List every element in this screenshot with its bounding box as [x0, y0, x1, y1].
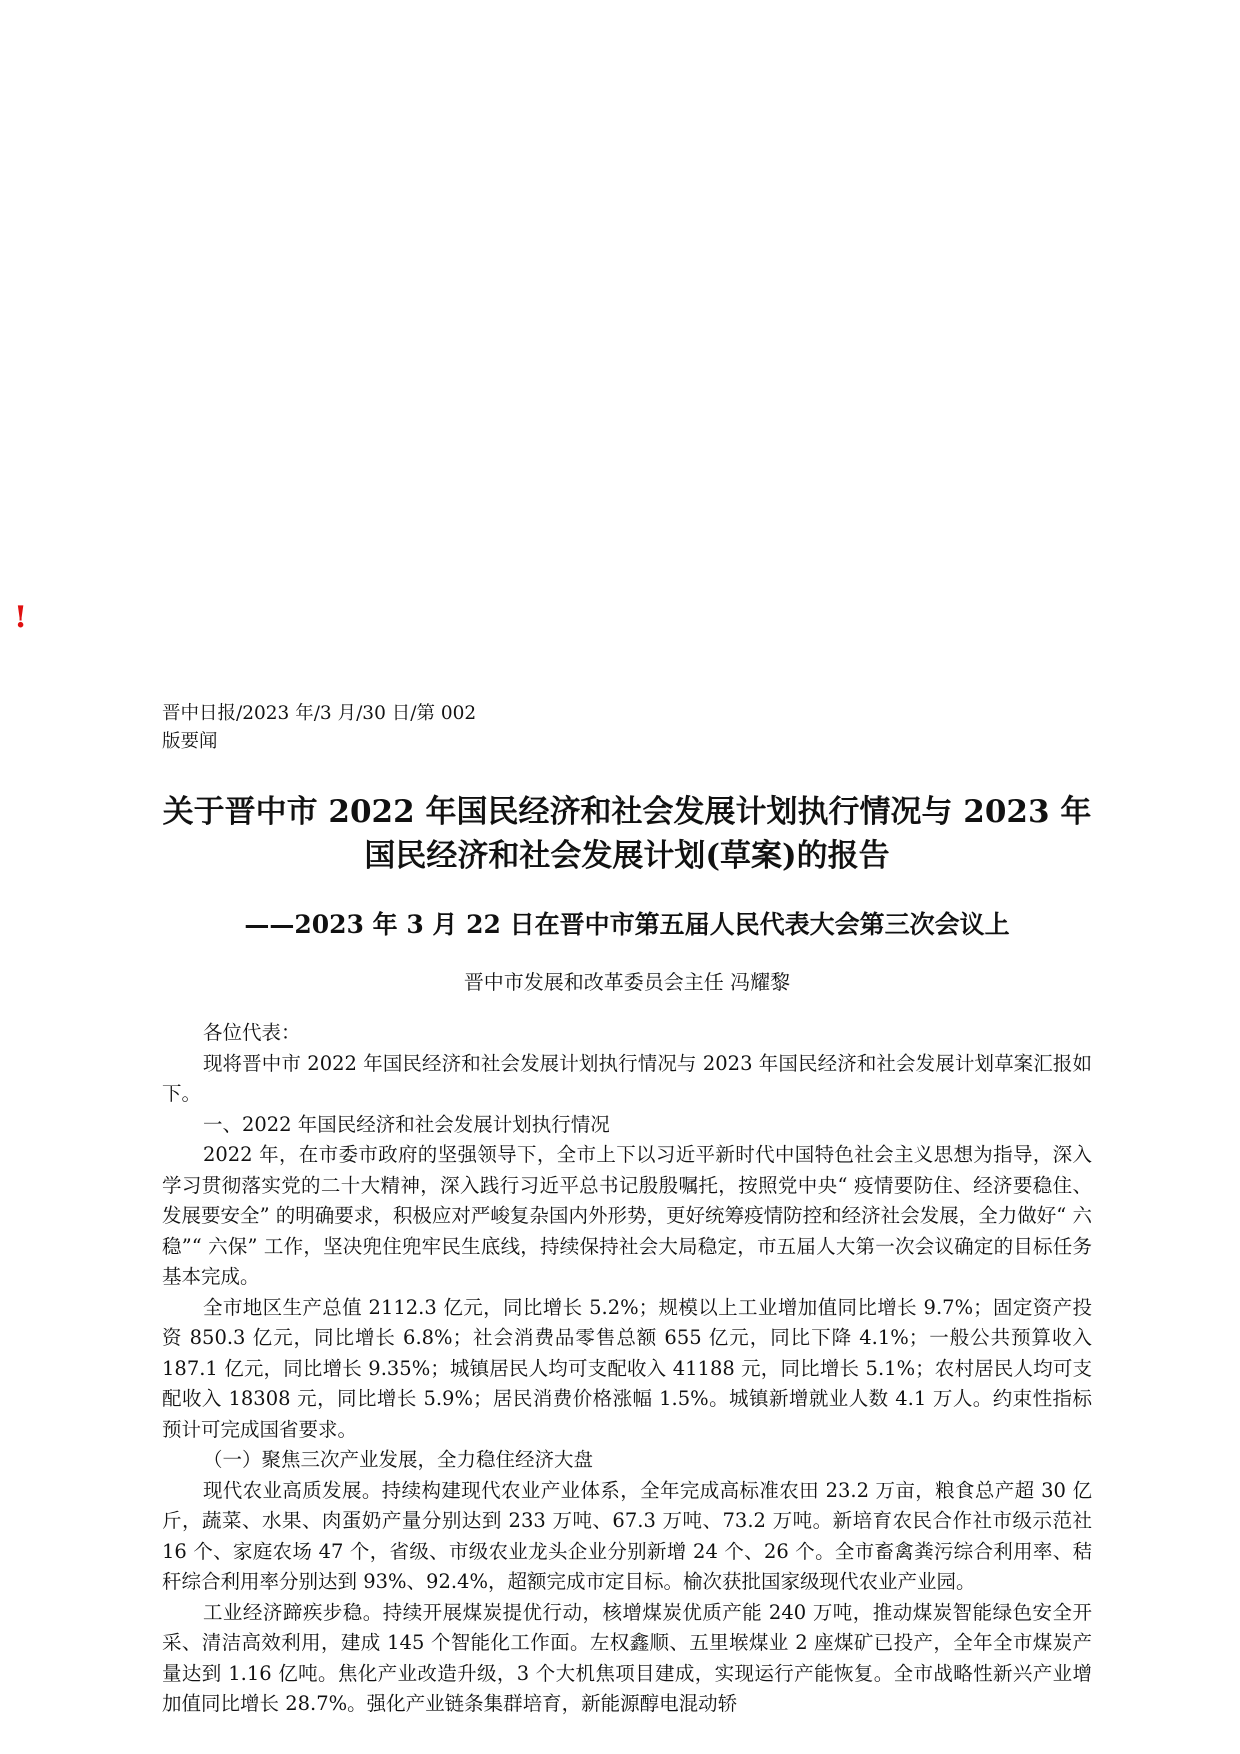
source-line [162, 700, 1092, 756]
article-title: 关于晋中市 2022 年国民经济和社会发展计划执行情况与 2023 年国民经济和社会发展计划(草案)的报告 [162, 794, 1092, 874]
paragraph-salutation: 各位代表： [202, 1021, 301, 1044]
article-body [162, 1018, 1092, 1720]
article-author: 晋中市发展和改革委员会主任 冯耀黎 [463, 970, 791, 994]
section-heading-1: 一、2022 年国民经济和社会发展计划执行情况 [202, 1112, 610, 1136]
subsection-heading-1: （一）聚焦三次产业发展，全力稳住经济大盘 [202, 1448, 593, 1471]
paragraph-intro: 现将晋中市 2022 年国民经济和社会发展计划执行情况与 2023 年国民经济和社会发展计划草案汇报如下。 [162, 1051, 1092, 1105]
source-line-2: 版要闻 [162, 731, 218, 752]
paragraph-agriculture: 现代农业高质发展。持续构建现代农业产业体系，全年完成高标准农田 23.2 万亩，粮食总产超 30 亿斤，蔬菜、水果、肉蛋奶产量分别达到 233 万吨、67.3 万吨、73.2 万吨。新培育农民合作社市级示范社 16 个、家庭农场 47 个，省级、市级农业龙头企业分别新增 24 个、26 个。全市畜禽粪污综合利用率、秸秆综合利用率分别达到 93%、92.4%，超额完成市定目标。榆次获批国家级现代农业产业园。 [162, 1478, 1092, 1593]
article-subtitle: ——2023 年 3 月 22 日在晋中市第五届人民代表大会第三次会议上 [244, 910, 1010, 939]
red-exclamation-mark: ! [14, 600, 28, 635]
paragraph-industry: 工业经济蹄疾步稳。持续开展煤炭提优行动，核增煤炭优质产能 240 万吨，推动煤炭智能绿色安全开采、清洁高效利用，建成 145 个智能化工作面。左权鑫顺、五里堠煤业 2 座煤矿已投产，全年全市煤炭产量达到 1.16 亿吨。焦化产业改造升级，3 个大机焦项目建成，实现运行产能恢复。全市战略性新兴产业增加值同比增长 28.7%。强化产业链条集群培育，新能源醇电混动轿 [162, 1600, 1092, 1715]
paragraph: 2022 年，在市委市政府的坚强领导下，全市上下以习近平新时代中国特色社会主义思想为指导，深入学习贯彻落实党的二十大精神，深入践行习近平总书记殷殷嘱托，按照党中央“ 疫情要防住、经济要稳住、发展要安全” 的明确要求，积极应对严峻复杂国内外形势，更好统筹疫情防控和经济社会发展，全力做好“ 六稳”“ 六保” 工作，坚决兜住兜牢民生底线，持续保持社会大局稳定，市五届人大第一次会议确定的目标任务基本完成。 [162, 1143, 1092, 1288]
article [162, 700, 1092, 1720]
paragraph-indicators: 全市地区生产总值 2112.3 亿元，同比增长 5.2%；规模以上工业增加值同比增长 9.7%；固定资产投资 850.3 亿元，同比增长 6.8%；社会消费品零售总额 655 亿元，同比下降 4.1%；一般公共预算收入 187.1 亿元，同比增长 9.35%；城镇居民人均可支配收入 41188 元，同比增长 5.1%；农村居民人均可支配收入 18308 元，同比增长 5.9%；居民消费价格涨幅 1.5%。城镇新增就业人数 4.1 万人。约束性指标预计可完成国省要求。 [162, 1295, 1092, 1441]
source-line-1: 晋中日报/2023 年/3 月/30 日/第 002 [162, 703, 477, 724]
